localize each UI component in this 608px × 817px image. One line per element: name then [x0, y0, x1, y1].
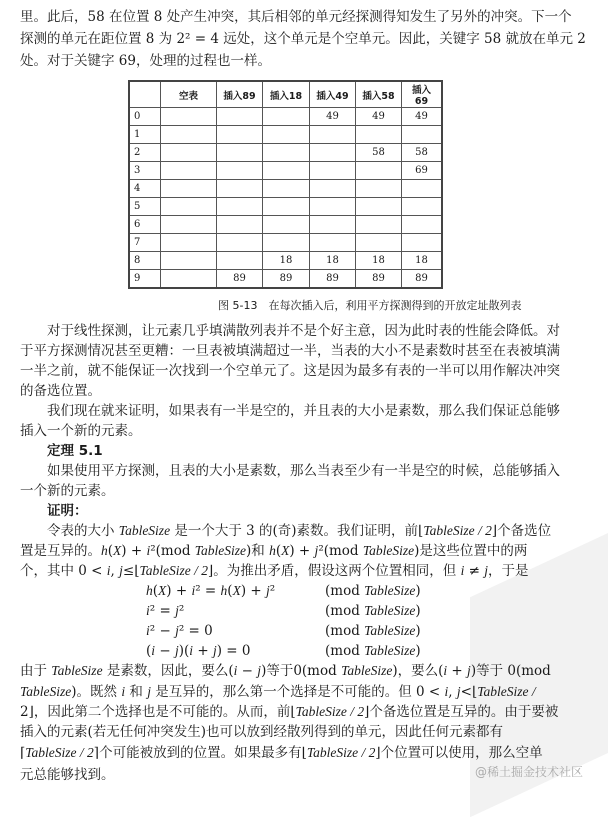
- table-row: [129, 126, 442, 144]
- text-segment: 我们现在就来证明，如果表有一半是空的，并且表的大小是素数，那么我们保证总能够: [20, 403, 560, 419]
- text-segment: ⌋个备选位置是互异的。由于要被: [364, 704, 559, 720]
- text-segment: ⌋。为推出矛盾，假设这两个位置相同，但: [208, 563, 461, 579]
- table-row: [129, 162, 442, 180]
- text-segment: ≠: [464, 563, 485, 579]
- text-line: [20, 542, 527, 560]
- text-segment: h: [269, 543, 276, 558]
- table-cell: [161, 252, 217, 270]
- table-cell: [161, 180, 217, 198]
- table-cell: [402, 216, 443, 234]
- table-cell: [356, 234, 402, 252]
- text-segment: ² −: [149, 623, 176, 639]
- equation-modulus: [325, 602, 421, 620]
- table-cell: [161, 126, 217, 144]
- text-segment: ): [415, 623, 421, 639]
- text-segment: 证明：: [20, 503, 88, 519]
- table-cell: [217, 180, 263, 198]
- table-cell: [217, 234, 263, 252]
- text-segment: (mod: [325, 623, 365, 639]
- text-segment: )。既然: [71, 684, 122, 700]
- text-segment: 令表的大小: [20, 523, 119, 539]
- text-line: [20, 662, 551, 680]
- text-segment: X: [113, 543, 122, 558]
- text-segment: i: [460, 563, 465, 578]
- text-segment: i: [444, 684, 449, 699]
- slot-index: 1: [129, 126, 161, 144]
- text-segment: (: [227, 583, 233, 599]
- text-segment: ) +: [289, 543, 315, 559]
- table-cell: [310, 216, 356, 234]
- text-segment: 插入的元素(若无任何冲突发生)也可以放到经散列得到的单元，因此任何元素都有: [20, 724, 504, 740]
- table-header-row: [129, 81, 442, 108]
- text-segment: i: [191, 583, 196, 598]
- table-cell: [356, 180, 402, 198]
- table-cell: 49: [310, 108, 356, 126]
- text-segment: TableSize: [364, 583, 416, 598]
- table-cell: [161, 270, 217, 289]
- text-segment: (mod: [325, 603, 365, 619]
- table-cell: [263, 126, 310, 144]
- text-segment: ²(mod: [318, 543, 363, 559]
- text-segment: TableSize: [364, 643, 416, 658]
- column-header: 插入49: [310, 81, 356, 108]
- text-segment: ,: [448, 684, 457, 700]
- text-segment: TableSize: [364, 603, 416, 618]
- text-segment: )等于0(mod: [261, 663, 342, 679]
- text-segment: j: [456, 684, 461, 699]
- table-cell: [217, 162, 263, 180]
- table-cell: 18: [310, 252, 356, 270]
- text-segment: 于平方探测情况甚至更糟：一旦表被填满超过一半，当表的大小不是素数时甚至在表被填满: [20, 343, 560, 359]
- table-row: [129, 252, 442, 270]
- equation-modulus: [325, 622, 421, 640]
- text-segment: X: [281, 543, 290, 558]
- text-segment: TableSize: [51, 663, 103, 678]
- text-line: [20, 402, 560, 420]
- text-segment: 2⌋，因此第二个选择也是不可能的。从而，前⌊: [20, 704, 296, 720]
- table-cell: 89: [356, 270, 402, 289]
- hash-table-figure: [128, 80, 443, 289]
- table-cell: [217, 198, 263, 216]
- table-cell: 58: [356, 144, 402, 162]
- table-cell: [263, 180, 310, 198]
- text-segment: 处。对于关键字 69，处理的过程也一样。: [20, 53, 271, 69]
- text-segment: j: [265, 583, 270, 598]
- text-segment: ): [415, 583, 421, 599]
- text-line: [20, 30, 586, 48]
- text-line: [20, 744, 543, 762]
- text-segment: i: [189, 643, 194, 658]
- equation-lhs: [146, 602, 184, 620]
- text-segment: 一半之前，就不能保证一次找到一个空单元了。这是因为最多有表的一半可以用作解决冲突: [20, 363, 560, 379]
- text-segment: j: [174, 643, 179, 658]
- column-header: 插入18: [263, 81, 310, 108]
- text-segment: X: [232, 583, 241, 598]
- table-cell: [161, 144, 217, 162]
- table-row: [129, 180, 442, 198]
- text-segment: i: [146, 543, 151, 558]
- text-line: [20, 703, 558, 721]
- text-segment: j: [467, 663, 471, 678]
- text-segment: ²: [178, 603, 185, 619]
- column-header: [129, 81, 161, 108]
- column-header: 插入69: [402, 81, 443, 108]
- text-segment: 的备选位置。: [20, 383, 101, 399]
- text-segment: TableSize: [362, 543, 415, 558]
- table-cell: 58: [402, 144, 443, 162]
- table-cell: [217, 126, 263, 144]
- text-segment: 和: [125, 684, 148, 700]
- slot-index: 5: [129, 198, 161, 216]
- table-cell: [217, 144, 263, 162]
- text-segment: 是互异的，那么第一个选择是不可能的。但 0 <: [150, 684, 445, 700]
- table-cell: [263, 162, 310, 180]
- text-segment: ): [415, 643, 421, 659]
- text-segment: j: [147, 684, 151, 699]
- equation-lhs: [146, 622, 213, 640]
- text-segment: X: [158, 583, 167, 598]
- text-segment: TableSize / 2: [306, 745, 376, 760]
- text-line: [20, 482, 115, 500]
- text-segment: i: [233, 663, 238, 678]
- text-segment: ) +: [240, 583, 266, 599]
- text-segment: 元总能够找到。: [20, 767, 115, 783]
- table-cell: 49: [356, 108, 402, 126]
- table-cell: [217, 216, 263, 234]
- slot-index: 9: [129, 270, 161, 289]
- text-line: [20, 8, 572, 26]
- text-segment: i: [121, 684, 126, 699]
- table-row: [129, 216, 442, 234]
- text-segment: ⌈: [20, 745, 26, 761]
- text-segment: ²: [269, 583, 276, 599]
- table-cell: [217, 108, 263, 126]
- table-row: [129, 108, 442, 126]
- text-segment: (: [146, 643, 152, 659]
- text-segment: TableSize / 2: [139, 563, 209, 578]
- table-cell: [402, 234, 443, 252]
- table-cell: [161, 162, 217, 180]
- table-cell: [263, 108, 310, 126]
- text-segment: 个，其中 0 <: [20, 563, 107, 579]
- text-segment: j: [484, 563, 489, 578]
- text-segment: ≤⌊: [122, 563, 140, 579]
- text-segment: 由于: [20, 663, 52, 679]
- equation-modulus: [325, 642, 421, 660]
- text-segment: )和: [246, 543, 270, 559]
- text-line: [20, 322, 560, 340]
- table-cell: [310, 126, 356, 144]
- text-segment: h: [220, 583, 228, 598]
- text-segment: 探测的单元在距位置 8 为 2² = 4 远处，这个单元是个空单元。因此，关键字 58 就放在单元 2: [20, 31, 586, 47]
- table-cell: [217, 252, 263, 270]
- text-segment: h: [146, 583, 153, 598]
- text-segment: TableSize: [364, 623, 416, 638]
- table-cell: [161, 216, 217, 234]
- text-segment: TableSize: [118, 523, 171, 538]
- table-cell: 69: [402, 162, 443, 180]
- slot-index: 4: [129, 180, 161, 198]
- text-segment: TableSize: [194, 543, 247, 558]
- text-segment: 对于线性探测，让元素几乎填满散列表并不是个好主意，因为此时表的性能会降低。对: [20, 323, 560, 339]
- table-row: [129, 198, 442, 216]
- text-line: [20, 522, 551, 540]
- table-cell: 18: [402, 252, 443, 270]
- text-line: [20, 442, 103, 460]
- text-segment: ⌉个可能被放到的位置。如果最多有⌊: [93, 745, 307, 761]
- text-segment: ) +: [166, 583, 192, 599]
- table-cell: [402, 198, 443, 216]
- table-cell: [161, 198, 217, 216]
- text-segment: 是素数，因此，要么(: [102, 663, 234, 679]
- text-segment: 插入一个新的元素。: [20, 423, 142, 439]
- text-segment: i: [146, 623, 150, 638]
- text-segment: (: [275, 543, 282, 559]
- text-segment: TableSize / 2: [295, 704, 365, 719]
- text-line: [20, 766, 115, 784]
- text-segment: <⌊: [460, 684, 478, 700]
- text-segment: 如果使用平方探测，且表的大小是素数，那么当表至少有一半是空的时候，总能够插入: [20, 463, 560, 479]
- slot-index: 6: [129, 216, 161, 234]
- text-segment: +: [447, 663, 468, 679]
- table-cell: [310, 162, 356, 180]
- text-segment: j: [212, 643, 217, 658]
- text-segment: ⌋个位置可以使用，那么空单: [375, 745, 543, 761]
- text-segment: j: [175, 603, 179, 618]
- slot-index: 8: [129, 252, 161, 270]
- text-segment: ) +: [121, 543, 147, 559]
- table-cell: [310, 144, 356, 162]
- slot-index: 3: [129, 162, 161, 180]
- text-segment: 里。此后，58 在位置 8 处产生冲突，其后相邻的单元经探测得知发生了另外的冲突。下一个: [20, 9, 572, 25]
- text-segment: TableSize /: [477, 684, 536, 699]
- text-line: [20, 462, 560, 480]
- table-cell: [310, 234, 356, 252]
- text-segment: i: [106, 563, 111, 578]
- text-line: [20, 382, 101, 400]
- text-segment: )等于 0(mod: [470, 663, 551, 679]
- equation-modulus: [325, 582, 421, 600]
- text-segment: ² =: [195, 583, 221, 599]
- table-cell: [263, 144, 310, 162]
- table-cell: 18: [356, 252, 402, 270]
- text-segment: ² =: [149, 603, 176, 619]
- table-cell: 89: [217, 270, 263, 289]
- table-cell: [356, 126, 402, 144]
- table-cell: [356, 216, 402, 234]
- table-cell: [161, 234, 217, 252]
- table-cell: [310, 198, 356, 216]
- slot-index: 0: [129, 108, 161, 126]
- text-segment: −: [155, 643, 175, 659]
- equation-lhs: [146, 582, 275, 600]
- table-row: [129, 144, 442, 162]
- table-cell: [402, 180, 443, 198]
- text-line: [20, 723, 503, 741]
- text-line: [20, 362, 560, 380]
- text-segment: j: [257, 663, 262, 678]
- text-segment: 一个新的元素。: [20, 483, 115, 499]
- text-segment: TableSize: [341, 663, 393, 678]
- figure-caption: 图 5-13 在每次插入后，利用平方探测得到的开放定址散列表: [218, 299, 522, 312]
- table-cell: [263, 234, 310, 252]
- text-segment: (: [107, 543, 114, 559]
- table-cell: [161, 108, 217, 126]
- table-cell: 18: [263, 252, 310, 270]
- text-line: [20, 502, 88, 520]
- table-row: [129, 234, 442, 252]
- table-cell: 89: [310, 270, 356, 289]
- text-segment: )是这些位置中的两: [414, 543, 528, 559]
- text-line: [20, 52, 271, 70]
- table-cell: 89: [402, 270, 443, 289]
- text-segment: TableSize / 2: [25, 745, 94, 760]
- text-segment: i: [151, 643, 156, 658]
- text-segment: ² = 0: [178, 623, 213, 639]
- table-cell: 89: [263, 270, 310, 289]
- text-segment: (mod: [325, 643, 365, 659]
- text-line: [20, 562, 529, 580]
- table-cell: [402, 126, 443, 144]
- text-segment: )(: [178, 643, 190, 659]
- text-line: [20, 422, 142, 440]
- text-segment: +: [193, 643, 213, 659]
- text-segment: 是一个大于 3 的(奇)素数。我们证明，前⌊: [170, 523, 424, 539]
- table-cell: [310, 180, 356, 198]
- column-header: 插入58: [356, 81, 402, 108]
- table-cell: 49: [402, 108, 443, 126]
- text-segment: i: [443, 663, 448, 678]
- watermark-text: @稀土掘金技术社区: [475, 765, 584, 779]
- text-segment: ) = 0: [216, 643, 251, 659]
- text-segment: j: [175, 623, 179, 638]
- table-row: [129, 270, 442, 289]
- equation-lhs: [146, 642, 250, 660]
- table-cell: [263, 198, 310, 216]
- text-segment: 定理 5.1: [20, 443, 103, 459]
- text-segment: (: [152, 583, 159, 599]
- text-line: [20, 342, 560, 360]
- text-segment: i: [146, 603, 150, 618]
- text-segment: ⌋个备选位: [491, 523, 552, 539]
- table-cell: [356, 162, 402, 180]
- text-segment: ，于是: [488, 563, 529, 579]
- column-header: 插入89: [217, 81, 263, 108]
- text-line: [20, 683, 536, 701]
- slot-index: 7: [129, 234, 161, 252]
- text-segment: ,: [110, 563, 120, 579]
- table-cell: [263, 216, 310, 234]
- text-segment: TableSize: [20, 684, 72, 699]
- text-segment: j: [314, 543, 319, 558]
- slot-index: 2: [129, 144, 161, 162]
- text-segment: ): [415, 603, 421, 619]
- table-cell: [356, 198, 402, 216]
- column-header: 空表: [161, 81, 217, 108]
- text-segment: −: [237, 663, 258, 679]
- text-segment: TableSize / 2: [423, 523, 492, 538]
- text-segment: )，要么(: [392, 663, 444, 679]
- text-segment: h: [101, 543, 108, 558]
- text-segment: ²(mod: [150, 543, 195, 559]
- text-segment: (mod: [325, 583, 365, 599]
- text-segment: j: [119, 563, 123, 578]
- text-segment: 置是互异的。: [20, 543, 101, 559]
